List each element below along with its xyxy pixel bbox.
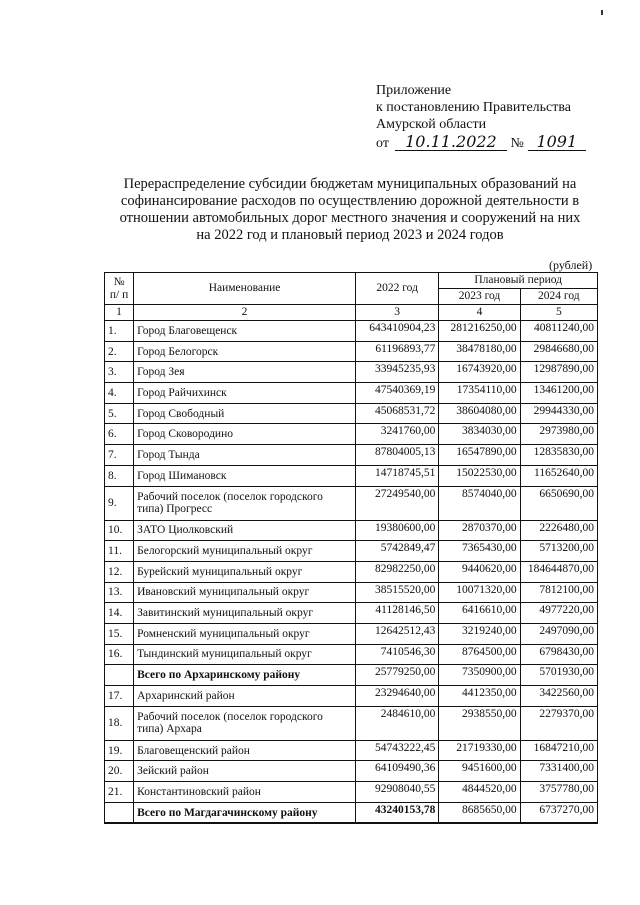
row-2024: 40811240,00 [520, 321, 597, 342]
appendix-title: Приложение [376, 83, 452, 98]
row-number: 20. [105, 761, 134, 782]
row-name: Ромненский муниципальный округ [134, 623, 356, 644]
row-2023: 6416610,00 [439, 603, 520, 624]
row-2023: 16547890,00 [439, 445, 520, 466]
row-number: 2. [105, 341, 134, 362]
row-name: Город Свободный [134, 403, 356, 424]
row-2024: 16847210,00 [520, 740, 597, 761]
row-name: Тындинский муниципальный округ [134, 644, 356, 665]
row-2023: 4844520,00 [439, 782, 520, 803]
table-row [105, 445, 598, 466]
table-row [105, 465, 598, 486]
row-number: 17. [105, 686, 134, 707]
row-number: 1. [105, 321, 134, 342]
row-2022: 2484610,00 [356, 706, 439, 740]
table-row [105, 686, 598, 707]
table-row [105, 761, 598, 782]
row-number: 12. [105, 561, 134, 582]
number-prefix: № [510, 136, 524, 151]
row-2023: 8764500,00 [439, 644, 520, 665]
row-2022: 12642512,43 [356, 623, 439, 644]
document-heading [110, 176, 590, 244]
header-2023: 2023 год [439, 289, 520, 305]
row-2023: 15022530,00 [439, 465, 520, 486]
row-2022: 38515520,00 [356, 582, 439, 603]
row-2022: 5742849,47 [356, 541, 439, 562]
row-name: Зейский район [134, 761, 356, 782]
row-2023: 9451600,00 [439, 761, 520, 782]
row-name: Рабочий поселок (поселок городского типа) Прогресс [134, 486, 356, 520]
row-2022: 23294640,00 [356, 686, 439, 707]
row-2024: 12835830,00 [520, 445, 597, 466]
row-2023: 3219240,00 [439, 623, 520, 644]
row-2022: 64109490,36 [356, 761, 439, 782]
row-2024: 29944330,00 [520, 403, 597, 424]
row-2022: 19380600,00 [356, 520, 439, 541]
row-2022: 33945235,93 [356, 362, 439, 383]
subsidy-table [104, 272, 598, 824]
date-prefix: от [376, 136, 389, 151]
row-2023: 16743920,00 [439, 362, 520, 383]
table-row-subtotal [105, 665, 598, 686]
row-name: Благовещенский район [134, 740, 356, 761]
row-2022: 3241760,00 [356, 424, 439, 445]
row-2024: 2497090,00 [520, 623, 597, 644]
row-2022: 92908040,55 [356, 782, 439, 803]
colnum-3: 3 [356, 305, 439, 321]
row-number: 5. [105, 403, 134, 424]
row-2024: 29846680,00 [520, 341, 597, 362]
row-2024: 2279370,00 [520, 706, 597, 740]
row-number: 21. [105, 782, 134, 803]
row-2022: 643410904,23 [356, 321, 439, 342]
row-number: 8. [105, 465, 134, 486]
row-2024: 5701930,00 [520, 665, 597, 686]
row-2022: 47540369,19 [356, 383, 439, 404]
row-2024: 7812100,00 [520, 582, 597, 603]
row-2024: 12987890,00 [520, 362, 597, 383]
row-2022: 14718745,51 [356, 465, 439, 486]
row-2022: 41128146,50 [356, 603, 439, 624]
row-number: 14. [105, 603, 134, 624]
table-row [105, 706, 598, 740]
row-2022: 25779250,00 [356, 665, 439, 686]
row-number: 4. [105, 383, 134, 404]
row-name: Ивановский муниципальный округ [134, 582, 356, 603]
row-2024: 2226480,00 [520, 520, 597, 541]
row-name: Город Благовещенск [134, 321, 356, 342]
row-number: 3. [105, 362, 134, 383]
row-number: 9. [105, 486, 134, 520]
table-row [105, 321, 598, 342]
table-row [105, 782, 598, 803]
colnum-2: 2 [134, 305, 356, 321]
row-2023: 2938550,00 [439, 706, 520, 740]
row-2023: 38478180,00 [439, 341, 520, 362]
row-number: 18. [105, 706, 134, 740]
colnum-1: 1 [105, 305, 134, 321]
header-name: Наименование [134, 273, 356, 305]
row-number: 6. [105, 424, 134, 445]
row-name: Город Белогорск [134, 341, 356, 362]
row-2024: 6737270,00 [520, 802, 597, 823]
row-name: Город Тында [134, 445, 356, 466]
row-2023: 9440620,00 [439, 561, 520, 582]
row-2023: 38604080,00 [439, 403, 520, 424]
row-2024: 4977220,00 [520, 603, 597, 624]
header-planned-period: Плановый период [439, 273, 598, 289]
heading-line-3: отношении автомобильных дорог местного значения и сооружений на них [119, 210, 581, 226]
row-name: Константиновский район [134, 782, 356, 803]
row-name: Архаринский район [134, 686, 356, 707]
table-row [105, 341, 598, 362]
table-row [105, 603, 598, 624]
header-num: № п/ п [105, 273, 134, 305]
row-2024: 3757780,00 [520, 782, 597, 803]
row-number: 11. [105, 541, 134, 562]
row-2023: 7350900,00 [439, 665, 520, 686]
row-2022: 82982250,00 [356, 561, 439, 582]
row-2023: 7365430,00 [439, 541, 520, 562]
unit-label: (рублей) [549, 258, 593, 272]
row-2024: 7331400,00 [520, 761, 597, 782]
row-2024: 13461200,00 [520, 383, 597, 404]
row-number [105, 665, 134, 686]
row-2023: 281216250,00 [439, 321, 520, 342]
number-value: 1091 [528, 133, 586, 151]
row-name: Всего по Магдагачинскому району [134, 802, 356, 823]
appendix-date-number-line [376, 133, 586, 152]
row-2023: 21719330,00 [439, 740, 520, 761]
row-2024: 2973980,00 [520, 424, 597, 445]
table-row-subtotal [105, 802, 598, 823]
appendix-region-line: Амурской области [376, 117, 487, 132]
row-2024: 6798430,00 [520, 644, 597, 665]
row-2023: 17354110,00 [439, 383, 520, 404]
row-number: 19. [105, 740, 134, 761]
heading-line-4: на 2022 год и плановый период 2023 и 2024 годов [196, 227, 504, 243]
row-2023: 8574040,00 [439, 486, 520, 520]
row-number [105, 802, 134, 823]
table-row [105, 486, 598, 520]
row-2024: 5713200,00 [520, 541, 597, 562]
row-2022: 45068531,72 [356, 403, 439, 424]
heading-line-1: Перераспределение субсидии бюджетам муниципальных образований на [123, 176, 577, 192]
row-name: Рабочий поселок (поселок городского типа) Архара [134, 706, 356, 740]
row-2023: 10071320,00 [439, 582, 520, 603]
header-2022: 2022 год [356, 273, 439, 305]
row-number: 7. [105, 445, 134, 466]
table-row [105, 623, 598, 644]
row-2023: 8685650,00 [439, 802, 520, 823]
row-name: Город Сковородино [134, 424, 356, 445]
row-number: 13. [105, 582, 134, 603]
row-2024: 184644870,00 [520, 561, 597, 582]
row-2022: 61196893,77 [356, 341, 439, 362]
table-row [105, 520, 598, 541]
row-name: ЗАТО Циолковский [134, 520, 356, 541]
table-row [105, 561, 598, 582]
row-2022: 87804005,13 [356, 445, 439, 466]
appendix-block [376, 82, 586, 152]
row-name: Город Шимановск [134, 465, 356, 486]
row-name: Завитинский муниципальный округ [134, 603, 356, 624]
row-2023: 4412350,00 [439, 686, 520, 707]
colnum-5: 5 [520, 305, 597, 321]
row-number: 16. [105, 644, 134, 665]
table-row [105, 740, 598, 761]
table-row [105, 582, 598, 603]
table-row [105, 424, 598, 445]
appendix-resolution-line: к постановлению Правительства [376, 100, 572, 115]
row-2024: 3422560,00 [520, 686, 597, 707]
row-name: Город Зея [134, 362, 356, 383]
table-row [105, 541, 598, 562]
row-2022: 7410546,30 [356, 644, 439, 665]
scan-speck [601, 10, 603, 15]
table-row [105, 403, 598, 424]
row-name: Бурейский муниципальный округ [134, 561, 356, 582]
date-value: 10.11.2022 [395, 133, 507, 151]
row-2024: 11652640,00 [520, 465, 597, 486]
row-2022: 27249540,00 [356, 486, 439, 520]
row-name: Город Райчихинск [134, 383, 356, 404]
row-name: Белогорский муниципальный округ [134, 541, 356, 562]
row-2022: 43240153,78 [356, 802, 439, 823]
header-2024: 2024 год [520, 289, 597, 305]
row-2023: 3834030,00 [439, 424, 520, 445]
row-2023: 2870370,00 [439, 520, 520, 541]
row-name: Всего по Архаринскому району [134, 665, 356, 686]
row-number: 15. [105, 623, 134, 644]
row-2022: 54743222,45 [356, 740, 439, 761]
table-row [105, 362, 598, 383]
table-row [105, 644, 598, 665]
colnum-4: 4 [439, 305, 520, 321]
heading-line-2: софинансирование расходов по осуществлению дорожной деятельности в [120, 193, 580, 209]
row-number: 10. [105, 520, 134, 541]
row-2024: 6650690,00 [520, 486, 597, 520]
table-row [105, 383, 598, 404]
